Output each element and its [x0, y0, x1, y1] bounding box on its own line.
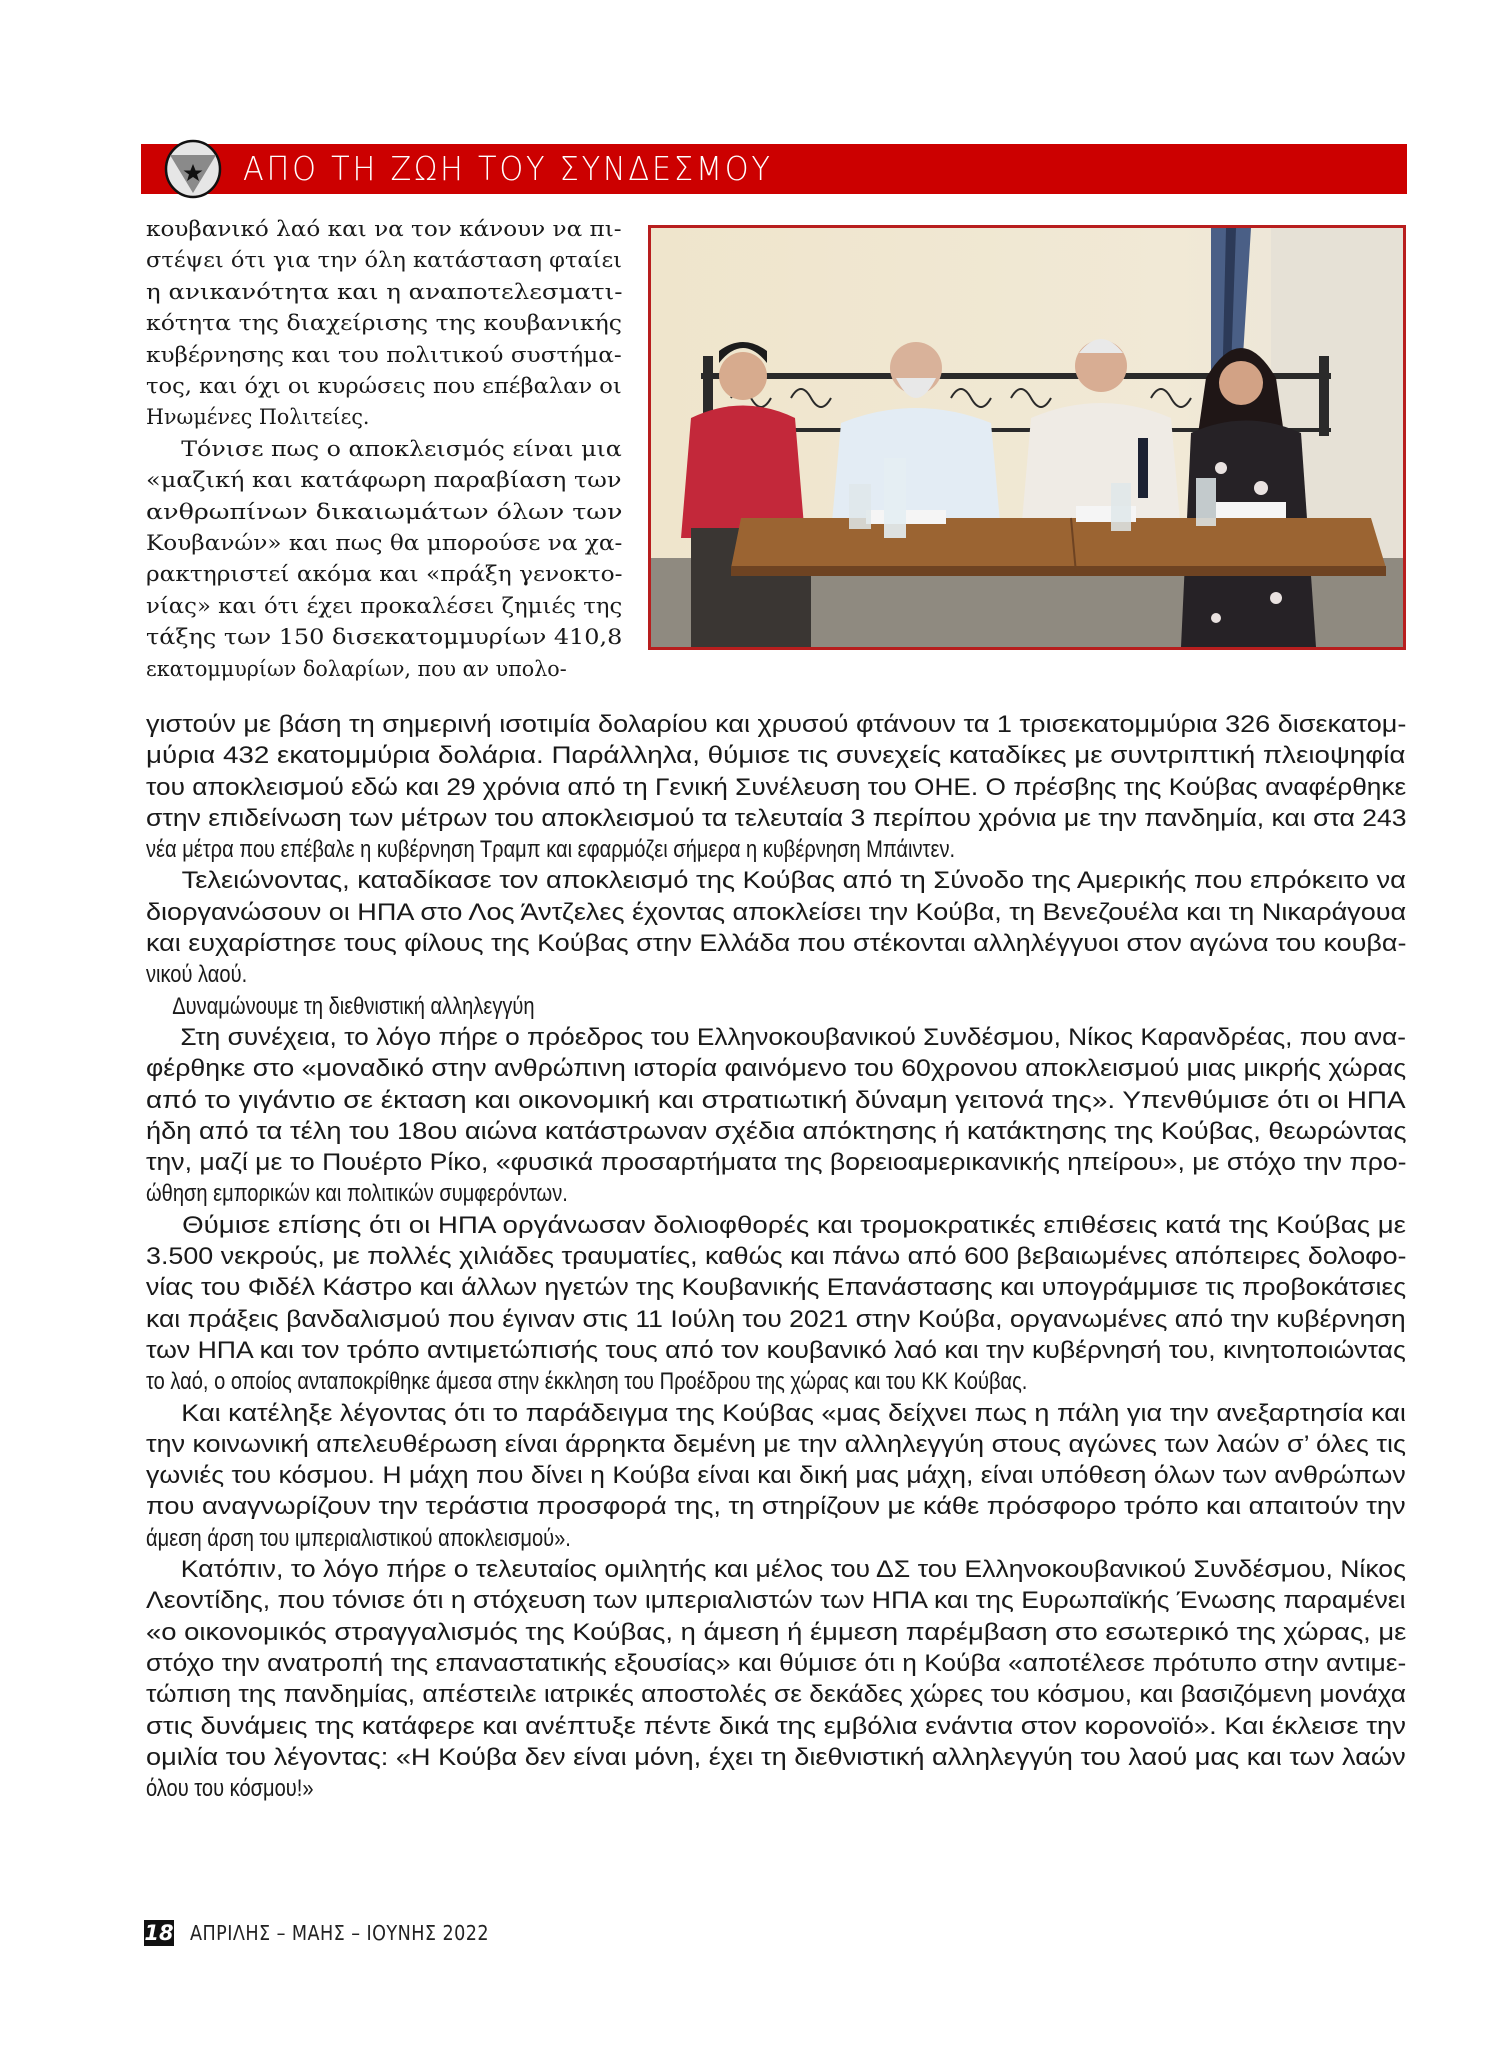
text-line: Λεοντίδης, που τόνισε ότι η στόχευση των ιμπεριαλιστών των ΗΠΑ και της Ευρωπαϊκής Ένωσης παραμένει: [146, 1587, 1406, 1615]
text-line: ήδη από τα τέλη του 18ου αιώνα κατάστρωναν σχέδια απόκτησης ή κατάκτησης της Κούβας, θεωρώντας: [146, 1117, 1407, 1145]
text-line: τος, και όχι οι κυρώσεις που επέβαλαν οι: [146, 374, 622, 400]
triangle-star-badge-icon: [163, 139, 223, 199]
text-line: Κατόπιν, το λόγο πήρε ο τελευταίος ομιλητής και μέλος του ΔΣ του Ελληνοκουβανικού Συνδέσμου, Νίκος: [180, 1556, 1406, 1584]
text-line: που αναγνωρίζουν την τεράστια προσφορά της, τη στηρίζουν με κάθε πρόσφορο τρόπο και απαιτούν την: [146, 1493, 1406, 1521]
text-line: κότητα της διαχείρισης της κουβανικής: [146, 311, 622, 337]
text-line: και ευχαρίστησε τους φίλους της Κούβας στην Ελλάδα που στέκονται αλληλέγγυοι στον αγώνα του κουβα-: [146, 930, 1407, 958]
text-line: το λαό, ο οποίος ανταποκρίθηκε άμεσα στην έκκληση του Προέδρου της χώρας και του ΚΚ Κούβας.: [146, 1368, 1028, 1396]
text-line: Θύμισε επίσης ότι οι ΗΠΑ οργάνωσαν δολιοφθορές και τρομοκρατικές επιθέσεις κατά της Κούβας με: [182, 1211, 1406, 1239]
text-line: γιστούν με βάση τη σημερινή ισοτιμία δολαρίου και χρυσού φτάνουν τα 1 τρισεκατομμύρια 326 δισεκατομ-: [146, 711, 1407, 738]
text-line: γωνιές του κόσμου. Η μάχη που δίνει η Κούβα είναι και δική μας μάχη, είναι υπόθεση όλων των ανθρώπων: [146, 1462, 1406, 1490]
text-line: η ανικανότητα και η αναποτελεσματι-: [146, 279, 623, 305]
article-column-text: [146, 214, 622, 685]
text-line: όλου του κόσμου!»: [146, 1775, 314, 1803]
text-line: Κουβανών» και πως θα μπορούσε να χα-: [146, 531, 623, 557]
article-body-text: [146, 709, 1406, 1804]
text-line: του αποκλεισμού εδώ και 29 χρόνια από τη Γενική Συνέλευση του ΟΗΕ. Ο πρέσβης της Κούβας αναφέρθηκε: [146, 773, 1407, 801]
text-line: φέρθηκε στο «μοναδικό στην ανθρώπινη ιστορία φαινόμενο του 60χρονου αποκλεισμού μιας μικρής χώρας: [146, 1055, 1407, 1083]
text-line: κουβανικό λαό και να τον κάνουν να πι-: [146, 217, 622, 242]
text-line: ώθηση εμπορικών και πολιτικών συμφερόντων.: [146, 1180, 568, 1208]
page-number: 18: [144, 1921, 174, 1945]
text-line: μύρια 432 εκατομμύρια δολάρια. Παράλληλα, θύμισε τις συνεχείς καταδίκες με συντριπτική πλειοψηφία: [146, 742, 1406, 770]
issue-date: ΑΠΡΙΛΗΣ – ΜΑΗΣ – ΙΟΥΝΗΣ 2022: [190, 1921, 490, 1945]
text-line: Τελειώνοντας, καταδίκασε τον αποκλεισμό της Κούβας από τη Σύνοδο της Αμερικής που επρόκειτο να: [181, 867, 1406, 895]
event-photo: [648, 225, 1406, 650]
text-line: Ηνωμένες Πολιτείες.: [146, 405, 370, 431]
section-header-banner: [141, 144, 1407, 194]
text-line: των ΗΠΑ και τον τρόπο αντιμετώπισής τους από τον κουβανικό λαό και την κυβέρνησή του, κινητοποιώντας: [146, 1336, 1406, 1364]
text-line: ανθρωπίνων δικαιωμάτων όλων των: [146, 499, 623, 525]
text-line: στόχο την ανατροπή της επαναστατικής εξουσίας» και θύμισε ότι η Κούβα «αποτέλεσε πρότυπο στην αντιμε-: [146, 1649, 1407, 1677]
text-line: στις δυνάμεις της κατάφερε και ανέπτυξε πέντε δικά της εμβόλια ενάντια στον κορονοϊό». Και έκλεισε την: [146, 1712, 1406, 1740]
text-line: νίας του Φιδέλ Κάστρο και άλλων ηγετών της Κουβανικής Επανάστασης και υπογράμμισε τις προβοκάτσιες: [146, 1274, 1407, 1302]
text-line: άμεση άρση του ιμπεριαλιστικού αποκλεισμού».: [146, 1524, 571, 1552]
text-line: Τόνισε πως ο αποκλεισμός είναι μια: [181, 436, 622, 462]
section-title: ΑΠΟ ΤΗ ΖΩΗ ΤΟΥ ΣΥΝΔΕΣΜΟΥ: [243, 149, 773, 188]
text-line: τάξης των 150 δισεκατομμυρίων 410,8: [146, 625, 623, 651]
subheading: Δυναμώνουμε τη διεθνιστική αλληλεγγύη: [172, 992, 535, 1020]
text-line: Και κατέληξε λέγοντας ότι το παράδειγμα της Κούβας «μας δείχνει πως η πάλη για την ανεξαρτησία και: [181, 1399, 1406, 1427]
text-line: την κοινωνική απελευθέρωση είναι άρρηκτα δεμένη με την αλληλεγγύη στους αγώνες των λαών σ’ όλες τις: [146, 1430, 1406, 1458]
text-line: από το γιγάντιο σε έκταση και οικονομική και στρατιωτική δύναμη γειτονά της». Υπενθύμισε ότι οι ΗΠΑ: [146, 1086, 1406, 1114]
text-line: στέψει ότι για την όλη κατάσταση φταίει: [146, 248, 623, 274]
text-line: «ο οικονομικός στραγγαλισμός της Κούβας, η άμεση ή έμμεση παρέμβαση στο εσωτερικό της χώρας, με: [146, 1618, 1407, 1646]
text-line: νίας» και ότι έχει προκαλέσει ζημιές της: [146, 593, 623, 619]
text-line: διοργανώσουν οι ΗΠΑ στο Λος Άντζελες έχοντας αποκλείσει την Κούβα, τη Βενεζουέλα και τη Νικαράγουα: [146, 898, 1407, 926]
text-line: στην επιδείνωση των μέτρων του αποκλεισμού τα τελευταία 3 περίπου χρόνια με την πανδημία, και στα 243: [146, 804, 1407, 832]
text-line: εκατομμυρίων δολαρίων, που αν υπολο-: [146, 656, 567, 682]
text-line: Στη συνέχεια, το λόγο πήρε ο πρόεδρος του Ελληνοκουβανικού Συνδέσμου, Νίκος Καρανδρέας, που ανα-: [180, 1023, 1407, 1051]
text-line: 3.500 νεκρούς, με πολλές χιλιάδες τραυματίες, καθώς και πάνω από 600 βεβαιωμένες απόπειρες δολοφο-: [146, 1243, 1407, 1271]
text-line: ρακτηριστεί ακόμα και «πράξη γενοκτο-: [146, 562, 623, 588]
text-line: την, μαζί με το Πουέρτο Ρίκο, «φυσικά προσαρτήματα της βορειοαμερικανικής ηπείρου», με στόχο την προ-: [146, 1149, 1407, 1177]
speakers-photo-illustration: [651, 228, 1403, 647]
text-line: κυβέρνησης και του πολιτικού συστήμα-: [146, 342, 622, 368]
page-footer: [144, 1918, 530, 1948]
text-line: ομιλία του λέγοντας: «Η Κούβα δεν είναι μόνη, έχει τη διεθνιστική αλληλεγγύη του λαού μας και των λαών: [146, 1743, 1406, 1771]
text-line: νέα μέτρα που επέβαλε η κυβέρνηση Τραμπ και εφαρμόζει σήμερα η κυβέρνηση Μπάιντεν.: [146, 836, 956, 864]
text-line: «μαζική και κατάφωρη παραβίαση των: [146, 468, 622, 494]
text-line: νικού λαού.: [146, 961, 248, 989]
text-line: και πράξεις βανδαλισμού που έγιναν στις 11 Ιούλη του 2021 στην Κούβα, οργανωμένες από την κυβέρνηση: [146, 1305, 1406, 1333]
text-line: τώπιση της πανδημίας, απέστειλε ιατρικές αποστολές σε δεκάδες χώρες του κόσμου, και βασιζόμενη μονάχα: [146, 1681, 1407, 1709]
